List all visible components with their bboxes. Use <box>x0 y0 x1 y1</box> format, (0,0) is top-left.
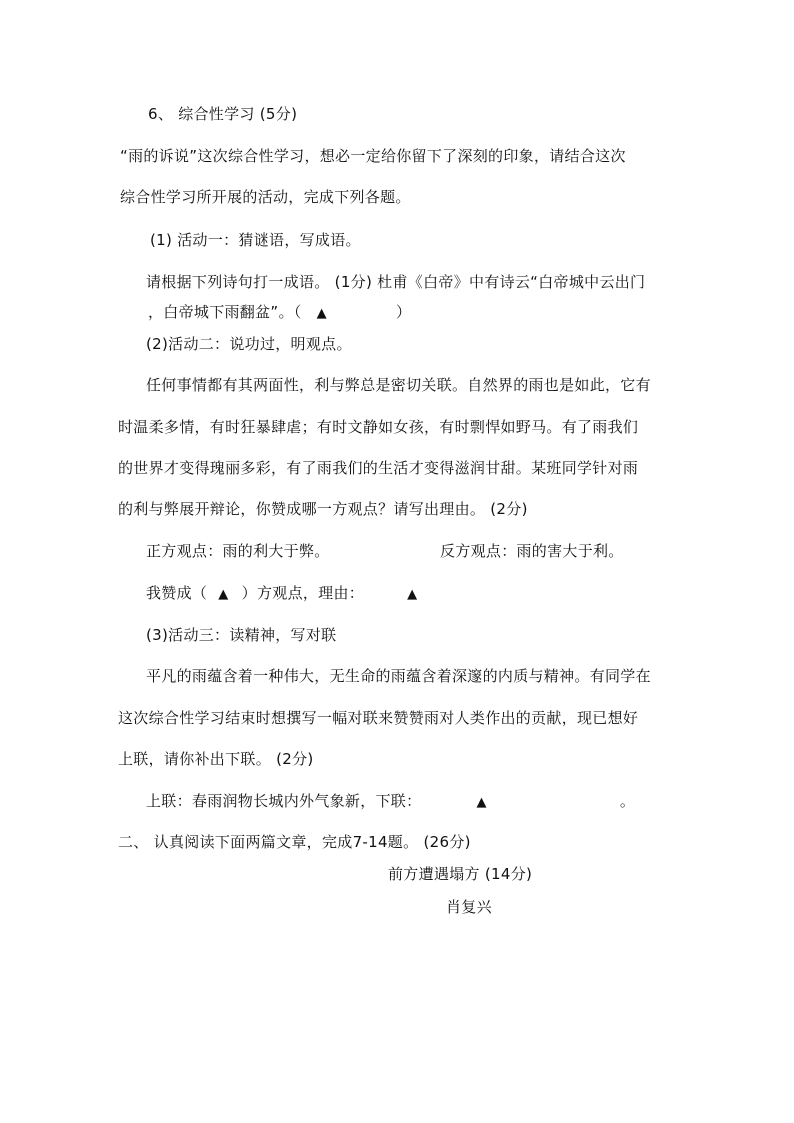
activity-2-heading: (2)活动二：说功过，明观点。 <box>146 335 352 353</box>
answer-triangle-mark: ▲ <box>218 587 229 602</box>
couplet-end: 。 <box>619 792 636 810</box>
activity-2-para-line-3: 的世界才变得瑰丽多彩，有了雨我们的生活才变得滋润甘甜。某班同学针对雨 <box>118 459 639 477</box>
article-title: 前方遭遇塌方 (14分) <box>388 865 533 883</box>
activity-3-heading: (3)活动三：读精神，写对联 <box>146 626 337 644</box>
intro-line-2: 综合性学习所开展的活动，完成下列各题。 <box>120 188 411 206</box>
answer-triangle-mark: ▲ <box>407 587 418 602</box>
answer-middle: ）方观点，理由： <box>241 584 365 602</box>
activity-1-heading: (1) 活动一：猜谜语，写成语。 <box>150 231 361 249</box>
answer-prefix: 我赞成（ <box>146 584 208 602</box>
con-viewpoint: 反方观点：雨的害大于利。 <box>440 542 624 560</box>
couplet-text: 上联：春雨润物长城内外气象新，下联： <box>146 792 422 810</box>
activity-2-para-line-1: 任何事情都有其两面性，利与弊总是密切关联。自然界的雨也是如此，它有 <box>146 376 651 394</box>
activity-2-para-line-4: 的利与弊展开辩论，你赞成哪一方观点？请写出理由。 (2分) <box>118 500 528 518</box>
pro-viewpoint: 正方观点：雨的利大于弊。 <box>146 542 330 560</box>
answer-triangle-mark: ▲ <box>316 306 327 321</box>
article-author: 肖复兴 <box>446 898 492 916</box>
activity-2-answer-line <box>146 583 417 605</box>
activity-1-prompt-line-1: 请根据下列诗句打一成语。 (1分) 杜甫《白帝》中有诗云“白帝城中云出门 <box>146 273 646 291</box>
activity-1-answer-line <box>148 302 411 324</box>
answer-triangle-mark: ▲ <box>476 795 487 810</box>
intro-line-1: “雨的诉说”这次综合性学习，想必一定给你留下了深刻的印象，请结合这次 <box>120 147 626 165</box>
activity-1-prompt-text: ，白帝城下雨翻盆”。（ <box>148 303 302 321</box>
question-6-title: 6、 综合性学习 (5分) <box>148 105 298 123</box>
activity-3-para-line-2: 这次综合性学习结束时想撰写一幅对联来赞赞雨对人类作出的贡献，现已想好 <box>118 709 639 727</box>
activity-1-close-paren: ） <box>396 303 412 321</box>
activity-3-para-line-3: 上联，请你补出下联。 (2分) <box>118 750 314 768</box>
couplet-line <box>146 791 635 813</box>
section-2-heading: 二、 认真阅读下面两篇文章，完成7-14题。 (26分) <box>118 833 471 851</box>
activity-2-para-line-2: 时温柔多情，有时狂暴肆虐；有时文静如女孩，有时剽悍如野马。有了雨我们 <box>118 418 639 436</box>
activity-3-para-line-1: 平凡的雨蕴含着一种伟大，无生命的雨蕴含着深邃的内质与精神。有同学在 <box>146 667 651 685</box>
